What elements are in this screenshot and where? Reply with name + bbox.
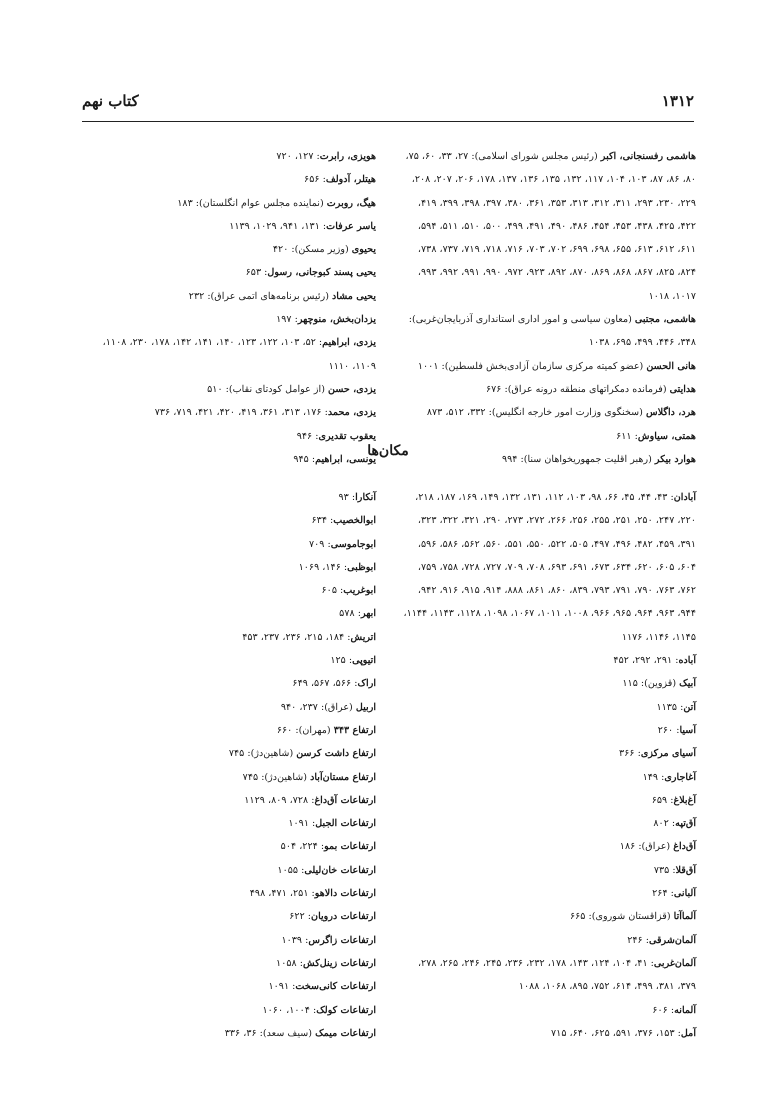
entry-heading: آق‌تپه [675, 818, 696, 830]
index-entry [88, 215, 376, 238]
entry-heading: یعقوب تقدیری [318, 430, 376, 442]
entry-references: (سخنگوی وزارت امور خارجه انگلیس): ۳۳۲، ۵۱۲، ۸۷۳ [426, 407, 646, 419]
index-entry [88, 602, 376, 625]
entry-references: : ۶۵۳ [245, 267, 268, 279]
entry-references: : ۲۲۴، ۵۰۴ [280, 841, 325, 853]
index-entry [88, 626, 376, 649]
entry-heading: ارتفاعات بمو [324, 841, 376, 853]
entry-heading: یحیی مشاد [332, 290, 376, 302]
index-entry [400, 952, 696, 999]
index-entry [88, 145, 376, 168]
index-entry [400, 789, 696, 812]
entry-heading: ارتفاعات آق‌داغ [314, 794, 376, 806]
index-entry [88, 789, 376, 812]
entry-heading: آسیا [679, 724, 696, 736]
index-entry [88, 533, 376, 556]
index-entry [88, 999, 376, 1022]
entry-references: (از عوامل کودتای نقاب): ۵۱۰ [207, 383, 329, 395]
entry-references: : ۶۵۶ [304, 174, 326, 186]
index-entry [400, 1022, 696, 1045]
index-entry [88, 859, 376, 882]
entry-heading: ارتفاعات زینل‌کش [302, 957, 376, 969]
entry-references: : ۱۰۹۱ [268, 981, 296, 993]
entry-references: : ۶۳۴ [311, 515, 334, 527]
index-entry [88, 742, 376, 765]
entry-heading: ارتفاعات خان‌لیلی [304, 864, 376, 876]
entry-references: : ۱۵۳، ۳۷۶، ۵۹۱، ۶۲۵، ۶۴۰، ۷۱۵ [551, 1027, 681, 1039]
index-entry [400, 999, 696, 1022]
entry-heading: اتیوپی [352, 655, 376, 667]
entry-references: : ۱۰۳۹ [281, 934, 309, 946]
entry-heading: ارتفاع داشت کرسن [296, 748, 376, 760]
entry-references: (معاون سیاسی و امور اداری استانداری آذربایجان‌غربی): ۳۴۸، ۴۴۶، ۴۹۹، ۶۹۵، ۱۰۳۸ [408, 314, 696, 349]
entry-heading: هاشمی، مجتبی [634, 314, 696, 326]
entry-references: (رهبر اقلیت جمهوریخواهان سنا): ۹۹۴ [501, 453, 655, 465]
index-entry [400, 766, 696, 789]
section-title-places: مکان‌ها [367, 443, 409, 459]
entry-references: : ۱۱۳۵ [656, 701, 684, 713]
entry-heading: یونسی، ابراهیم [315, 453, 376, 465]
index-entry [400, 812, 696, 835]
entry-references: : ۱۴۶، ۱۰۶۹ [298, 561, 348, 573]
index-entry [88, 238, 376, 261]
index-entry [88, 401, 376, 424]
index-entry [400, 719, 696, 742]
index-entry [88, 378, 376, 401]
book-title: کتاب نهم [82, 92, 139, 110]
entry-heading: آلبانی [673, 888, 696, 900]
index-entry [88, 882, 376, 905]
index-entry [88, 308, 376, 331]
index-entry [88, 835, 376, 858]
entry-heading: یزدی، ابراهیم [322, 337, 376, 349]
index-entry [400, 378, 696, 401]
entry-heading: ارتفاعات دالاهو [314, 888, 376, 900]
header-rule [82, 121, 694, 122]
entry-heading: آلمان‌غربی [653, 957, 696, 969]
entry-heading: ابوالخصیب [333, 515, 376, 527]
index-entry [88, 905, 376, 928]
entry-references: (نماینده مجلس عوام انگلستان): ۱۸۳ [177, 197, 327, 209]
index-entry [88, 672, 376, 695]
index-entry [88, 285, 376, 308]
index-entry [400, 859, 696, 882]
index-entry [400, 649, 696, 672]
entry-heading: آباده [678, 655, 696, 667]
entry-heading: هوارد بیکر [654, 453, 696, 465]
entry-references: : ۹۳ [338, 492, 356, 503]
index-entry [88, 509, 376, 532]
entry-references: (عضو کمیته مرکزی سازمان آزادی‌بخش فلسطین): ۱۰۰۱ [417, 360, 647, 372]
index-entry [88, 766, 376, 789]
entry-references: (فرمانده دمکراتهای منطقه درونه عراق): ۶۷۶ [485, 383, 670, 395]
index-entry [400, 401, 696, 424]
entry-heading: ابوجاموسی [330, 538, 376, 550]
index-entry [88, 579, 376, 602]
entry-heading: آلمانه [674, 1004, 696, 1016]
index-entry [88, 719, 376, 742]
entry-references: : ۴۱، ۱۰۴، ۱۲۴، ۱۴۳، ۱۷۸، ۲۳۲، ۲۳۶، ۲۴۵، ۲۴۶، ۲۶۵، ۲۷۸، ۳۷۹، ۳۸۱، ۴۹۹، ۶۱۴، ۷۵۲، ۸۹۵، ۱۰۶۸، ۱۰۸۸ [417, 957, 696, 993]
entry-references: (شاهین‌دژ): ۷۴۵ [242, 771, 311, 783]
index-entry [88, 649, 376, 672]
entry-heading: آغ‌بلاغ [673, 794, 696, 806]
entry-references: : ۲۵۱، ۴۷۱، ۴۹۸ [249, 888, 315, 900]
entry-references: : ۷۰۹ [308, 538, 331, 550]
index-entry [400, 355, 696, 378]
entry-references: : ۷۳۵ [653, 864, 676, 876]
index-entry [88, 331, 376, 378]
places-index-left-column [88, 486, 376, 1045]
entry-references: : ۷۲۸، ۸۰۹، ۱۱۲۹ [244, 794, 315, 806]
entry-references: : ۶۵۹ [651, 794, 674, 806]
index-entry [88, 168, 376, 191]
entry-references: (عراق): ۲۳۷، ۹۴۰ [280, 701, 356, 713]
entry-references: : ۱۷۶، ۳۱۳، ۳۶۱، ۴۱۹، ۴۲۰، ۴۲۱، ۷۱۹، ۷۳۶ [154, 407, 328, 419]
entry-heading: ابوغریب [343, 585, 376, 597]
entry-references: : ۵۷۸ [339, 608, 361, 620]
entry-heading: هاشمی رفسنجانی، اکبر [600, 151, 696, 162]
page-number: ۱۳۱۲ [661, 92, 694, 110]
entry-references: : ۲۹۱، ۲۹۲، ۴۵۲ [613, 655, 679, 667]
entry-heading: یزدان‌بخش، منوچهر [297, 314, 376, 326]
index-entry [400, 882, 696, 905]
entry-heading: یحیی پسند کبوجانی، رسول [267, 267, 376, 279]
entry-heading: یاسر عرفات [326, 220, 376, 232]
index-entry [88, 952, 376, 975]
places-index-right-column [400, 486, 696, 1045]
entry-references: : ۳۶۶ [619, 748, 641, 760]
entry-heading: ارتفاعات الجبل [315, 818, 376, 830]
index-entry [400, 929, 696, 952]
entry-references: (مهران): ۶۶۰ [276, 724, 334, 736]
entry-references: (قزاقستان شوروی): ۶۶۵ [570, 911, 674, 923]
entry-heading: آسیای مرکزی [640, 748, 696, 760]
entry-references: (رئیس مجلس شورای اسلامی): ۲۷، ۳۳، ۶۰، ۷۵، ۸۰، ۸۶، ۸۷، ۱۰۳، ۱۰۴، ۱۱۷، ۱۳۲، ۱۳۵، ۱۳۶، ۱۳۷، ۱۷۸، ۲۰۶، ۲۰۷، ۲۰۸، ۲۲۹، ۲۳۰، ۲۹۳، ۳۱۱، ۳۱۲، ۳۱۳، ۳۵۳، ۳۶۱، ۳۸۰، ۳۹۷، ۳۹۸، ۳۹۹، ۴۱۹، ۴۲۲، ۴۲۵، ۴۳۸، ۴۵۳، ۴۵۴، ۴۸۶، ۴۹۰، ۴۹۱، ۴۹۹، ۵۰۰، ۵۱۰، ۵۱۱، ۵۹۴، ۶۱۱، ۶۱۲، ۶۱۳، ۶۵۵، ۶۹۸، ۶۹۹، ۷۰۲، ۷۰۳، ۷۱۶، ۷۱۸، ۷۱۹، ۷۳۷، ۷۳۸، ۸۲۴، ۸۲۵، ۸۶۷، ۸۶۸، ۸۶۹، ۸۷۰، ۸۹۲، ۹۲۳، ۹۷۲، ۹۹۰، ۹۹۱، ۹۹۲، ۹۹۳، ۱۰۱۷، ۱۰۱۸ [405, 151, 696, 302]
entry-references: : ۶۰۵ [321, 585, 344, 597]
entry-references: (عراق): ۱۸۶ [619, 841, 674, 853]
people-index-left-column [88, 145, 376, 471]
people-index-right-column [400, 145, 696, 471]
entry-references: : ۱۲۵ [330, 655, 353, 667]
entry-heading: آلماآتا [673, 911, 696, 923]
entry-references: : ۹۴۵ [293, 453, 316, 465]
entry-references: : ۲۶۰ [657, 724, 680, 736]
index-entry [400, 672, 696, 695]
entry-heading: آمل [680, 1027, 696, 1039]
entry-heading: ارتفاعات کولک [316, 1004, 376, 1016]
entry-references: : ۹۴۶ [296, 430, 319, 442]
entry-heading: اربیل [355, 701, 376, 713]
index-entry [88, 486, 376, 509]
entry-heading: هویزی، رابرت [319, 151, 376, 162]
entry-heading: ارتفاعات کانی‌سخت [295, 981, 376, 993]
entry-heading: آق‌داغ [673, 841, 696, 853]
entry-heading: اتریش [350, 631, 376, 643]
entry-heading: یحیوی [351, 244, 376, 256]
entry-heading: ابوظبی [347, 561, 376, 573]
entry-references: : ۸۰۲ [653, 818, 676, 830]
entry-heading: آغاجاری [664, 771, 696, 783]
entry-references: : ۱۲۷، ۷۲۰ [276, 151, 320, 162]
entry-heading: آبادان [673, 492, 696, 503]
entry-references: : ۱۸۴، ۲۱۵، ۲۳۶، ۲۳۷، ۴۵۳ [242, 631, 351, 643]
index-entry [400, 145, 696, 308]
entry-references: : ۵۲، ۱۰۳، ۱۲۲، ۱۲۳، ۱۴۰، ۱۴۱، ۱۴۲، ۱۷۸، ۲۳۰، ۱۱۰۸، ۱۱۰۹، ۱۱۱۰ [102, 337, 376, 372]
index-entry [88, 812, 376, 835]
entry-heading: ارتفاع ۳۴۳ [333, 724, 376, 736]
entry-heading: یزدی، حسن [328, 383, 376, 395]
entry-references: : ۱۳۱، ۹۴۱، ۱۰۲۹، ۱۱۳۹ [229, 220, 327, 232]
entry-references: : ۱۰۰۴، ۱۰۶۰ [262, 1004, 317, 1016]
index-entry [88, 192, 376, 215]
entry-heading: آبیک [679, 678, 696, 690]
entry-references: : ۶۰۶ [652, 1004, 675, 1016]
index-entry [400, 308, 696, 355]
entry-references: : ۱۴۹ [642, 771, 665, 783]
entry-references: : ۶۲۲ [289, 911, 312, 923]
entry-heading: آتن [683, 701, 696, 713]
entry-heading: آنکارا [355, 492, 376, 503]
entry-references: : ۲۶۴ [652, 888, 674, 900]
entry-heading: آق‌قلا [675, 864, 696, 876]
index-entry [88, 975, 376, 998]
entry-references: : ۱۰۹۱ [288, 818, 316, 830]
index-entry [88, 1022, 376, 1045]
index-entry [400, 905, 696, 928]
entry-references: : ۱۰۵۸ [276, 957, 303, 969]
index-entry [88, 929, 376, 952]
entry-references: : ۴۳، ۴۴، ۴۵، ۶۶، ۹۸، ۱۰۳، ۱۱۲، ۱۳۱، ۱۳۲، ۱۴۹، ۱۶۹، ۱۸۷، ۲۱۸، ۲۲۰، ۲۴۷، ۲۵۰، ۲۵۱، ۲۵۵، ۲۵۶، ۲۶۶، ۲۷۲، ۲۷۳، ۲۹۰، ۳۲۱، ۳۲۲، ۳۲۳، ۳۹۱، ۴۵۹، ۴۸۲، ۴۹۶، ۴۹۷، ۵۰۵، ۵۲۲، ۵۵۰، ۵۵۱، ۵۶۰، ۵۶۲، ۵۸۶، ۵۹۶، ۶۰۴، ۶۰۵، ۶۲۰، ۶۳۴، ۶۷۳، ۶۹۱، ۶۹۳، ۷۰۸، ۷۰۹، ۷۲۷، ۷۲۸، ۷۵۸، ۷۵۹، ۷۶۲، ۷۶۳، ۷۹۰، ۷۹۱، ۷۹۳، ۸۳۹، ۸۶۰، ۸۶۱، ۸۸۸، ۹۱۴، ۹۱۵، ۹۱۶، ۹۴۲، ۹۴۴، ۹۶۳، ۹۶۴، ۹۶۵، ۹۶۶، ۱۰۰۸، ۱۰۱۱، ۱۰۶۷، ۱۰۹۸، ۱۱۲۸، ۱۱۴۳، ۱۱۴۴، ۱۱۴۵، ۱۱۴۶، ۱۱۷۶ [403, 492, 696, 643]
index-entry [88, 696, 376, 719]
index-entry [400, 696, 696, 719]
entry-heading: هرد، داگلاس [645, 407, 696, 419]
entry-references: : ۶۱۱ [616, 430, 638, 442]
entry-heading: یزدی، محمد [327, 407, 376, 419]
entry-references: : ۱۹۷ [276, 314, 298, 326]
index-entry [88, 261, 376, 284]
entry-references: (قزوین): ۱۱۵ [622, 678, 680, 690]
index-entry [400, 486, 696, 649]
entry-heading: ارتفاع مستان‌آباد [310, 771, 376, 783]
entry-references: (رئیس برنامه‌های اتمی عراق): ۲۳۲ [188, 290, 332, 302]
entry-heading: ارتفاعات زاگرس [308, 934, 376, 946]
entry-heading: هیگ، روبرت [326, 197, 376, 209]
index-entry [400, 835, 696, 858]
entry-references: : ۲۴۶ [627, 934, 649, 946]
entry-references: (وزیر مسکن): ۴۲۰ [272, 244, 352, 256]
index-entry [400, 742, 696, 765]
entry-heading: ارتفاعات میمک [315, 1027, 376, 1039]
entry-references: (شاهین‌دژ): ۷۴۵ [228, 748, 297, 760]
page-header [82, 92, 694, 116]
index-entry [88, 556, 376, 579]
entry-references: (سیف سعد): ۳۶، ۳۳۶ [224, 1027, 316, 1039]
entry-heading: اراک [357, 678, 376, 690]
entry-heading: ارتفاعات درویان [311, 911, 376, 923]
entry-references: : ۱۰۵۵ [277, 864, 305, 876]
entry-heading: هیتلر، آدولف [325, 174, 376, 186]
entry-heading: هدایتی [669, 383, 696, 395]
entry-heading: همتی، سیاوش [637, 430, 696, 442]
entry-references: : ۵۶۶، ۵۶۷، ۶۴۹ [292, 678, 358, 690]
entry-heading: هانی الحسن [646, 360, 696, 372]
entry-heading: آلمان‌شرقی [648, 934, 696, 946]
entry-heading: ابهر [360, 608, 376, 620]
